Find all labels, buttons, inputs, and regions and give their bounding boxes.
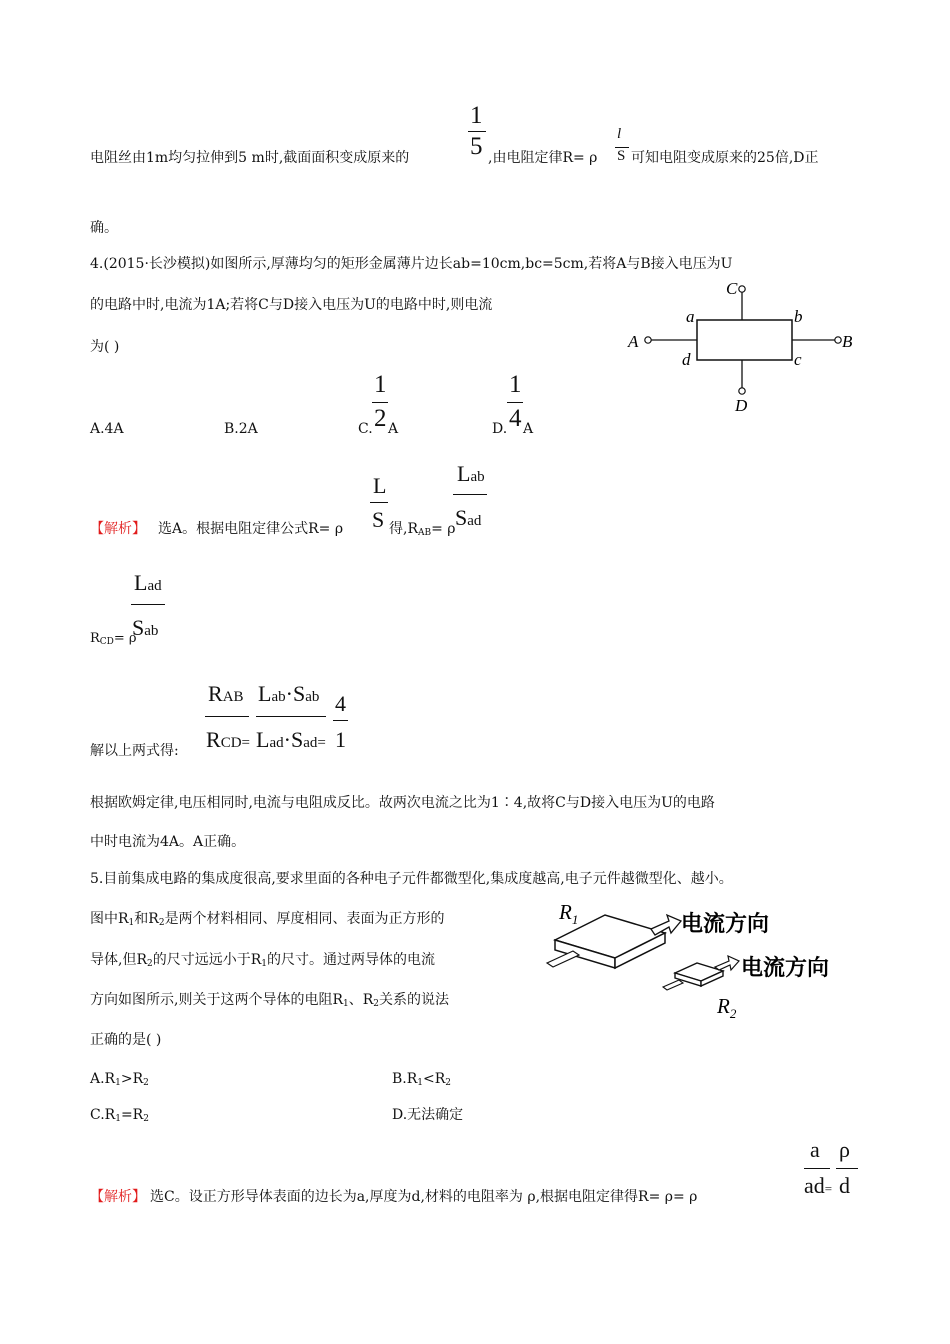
terminal-C: C	[726, 279, 738, 298]
q5-option-c: C.R1=R2	[90, 1107, 149, 1124]
length-symbol: l	[617, 126, 622, 142]
q4-stem-line-1: 4.(2015·长沙模拟)如图所示,厚薄均匀的矩形金属薄片边长ab=10cm,bc=5cm,若将A与B接入电压为U	[90, 256, 733, 272]
fraction-numerator: 1	[470, 102, 483, 129]
q4-option-d-prefix: D.	[492, 421, 508, 437]
conductor-diagram	[545, 895, 855, 1020]
q4-option-c-prefix: C.	[358, 421, 373, 437]
r1-label: $R_1$	[559, 900, 579, 927]
ratio-result-denominator: 1	[335, 727, 346, 752]
q5-solution-tag: 【解析】	[90, 1189, 146, 1205]
formula-Sab: Sab	[132, 615, 159, 640]
fraction-bar	[131, 604, 165, 605]
q5-stem-line-2: 图中R1和R2是两个材料相同、厚度相同、表面为正方形的	[90, 911, 445, 928]
intro-line-2: 确。	[90, 220, 118, 236]
q5-stem-line-5: 正确的是( )	[90, 1032, 162, 1048]
q4-solution-text-1: 选A。根据电阻定律公式R= ρ	[158, 521, 344, 537]
current-direction-label-2: 电流方向	[741, 955, 830, 980]
terminal-A: A	[628, 332, 639, 351]
formula-Lad: Lad	[134, 570, 162, 595]
intro-line-1c: 可知电阻变成原来的25倍,D正	[631, 150, 819, 166]
formula-L: L	[373, 473, 387, 498]
fraction-bar	[804, 1168, 830, 1169]
q4-combine-text: 解以上两式得:	[90, 743, 179, 759]
q4-conclusion-line-1: 根据欧姆定律,电压相同时,电流与电阻成反比。故两次电流之比为1∶4,故将C与D接入电压为U的电路	[90, 795, 715, 811]
q5-option-b: B.R1<R2	[392, 1071, 452, 1088]
formula-S: S	[372, 507, 385, 532]
fraction-bar	[256, 716, 326, 717]
arrow-icon	[651, 915, 681, 935]
intro-line-1a: 电阻丝由1m均匀拉伸到5 m时,截面面积变成原来的	[90, 150, 410, 166]
formula-Lab: Lab	[457, 461, 485, 486]
ratio-RAB: RAB	[208, 681, 244, 706]
terminal-D: D	[735, 396, 748, 415]
label-d: d	[682, 350, 691, 369]
fraction-bar	[370, 502, 388, 503]
q4-option-a: A.4A	[90, 421, 124, 437]
q5-solution-text: 选C。设正方形导体表面的边长为a,厚度为d,材料的电阻率为 ρ,根据电阻定律得R= ρ= ρ	[150, 1189, 698, 1205]
q5-option-d: D.无法确定	[392, 1107, 464, 1123]
r2-label: $R_2$	[717, 994, 737, 1020]
q4-option-c-unit: A	[388, 421, 399, 437]
q4-option-d-unit: A	[523, 421, 534, 437]
q5-stem-line-4: 方向如图所示,则关于这两个导体的电阻R1、R2关系的说法	[90, 992, 450, 1009]
ratio-Lab-Sab: Lab·Sab	[258, 681, 320, 706]
q4-option-d-denominator: 4	[509, 405, 522, 432]
q4-stem-line-2: 的电路中时,电流为1A;若将C与D接入电压为U的电路中时,则电流	[90, 297, 493, 313]
fraction-bar	[372, 402, 388, 403]
q4-option-c-numerator: 1	[374, 371, 387, 398]
q5-frac-rho-denominator: d	[839, 1173, 850, 1198]
fraction-bar	[507, 402, 523, 403]
q5-stem-line-3: 导体,但R2的尺寸远远小于R1的尺寸。通过两导体的电流	[90, 952, 436, 969]
label-b: b	[794, 307, 803, 326]
label-a: a	[686, 307, 695, 326]
fraction-bar	[453, 494, 487, 495]
ratio-RCD: RCD=	[206, 727, 250, 752]
fraction-denominator: 5	[470, 133, 483, 160]
fraction-bar	[205, 716, 249, 717]
current-direction-label-1: 电流方向	[681, 911, 770, 936]
intro-line-1b: ,由电阻定律R= ρ	[488, 150, 598, 166]
q4-stem-line-3: 为( )	[90, 339, 120, 355]
q5-frac-a-denominator: ad=	[804, 1173, 833, 1198]
rcd-label: RCD= ρ	[90, 631, 137, 647]
label-c: c	[794, 350, 802, 369]
area-symbol: S	[617, 148, 626, 164]
ratio-result-numerator: 4	[335, 691, 346, 716]
rectangle-plate-diagram	[620, 275, 865, 415]
q4-option-d-numerator: 1	[509, 371, 522, 398]
q5-frac-rho-numerator: ρ	[839, 1137, 850, 1162]
q5-option-a: A.R1>R2	[90, 1071, 149, 1088]
terminal-B: B	[842, 332, 853, 351]
ratio-Lad-Sad: Lad·Sad=	[256, 727, 326, 752]
q5-frac-a-numerator: a	[810, 1137, 820, 1162]
q4-solution-tag: 【解析】	[90, 521, 146, 537]
q5-stem-line-1: 5.目前集成电路的集成度很高,要求里面的各种电子元件都微型化,集成度越高,电子元件越微型化、越小。	[90, 871, 733, 887]
arrow-icon	[715, 956, 739, 970]
q4-solution-text-2: 得,RAB= ρ	[389, 521, 456, 538]
formula-Sad: Sad	[455, 505, 482, 530]
fraction-bar	[836, 1168, 858, 1169]
q4-option-b: B.2A	[224, 421, 258, 437]
q4-conclusion-line-2: 中时电流为4A。A正确。	[90, 834, 246, 850]
fraction-bar	[333, 720, 348, 721]
q4-option-c-denominator: 2	[374, 405, 387, 432]
